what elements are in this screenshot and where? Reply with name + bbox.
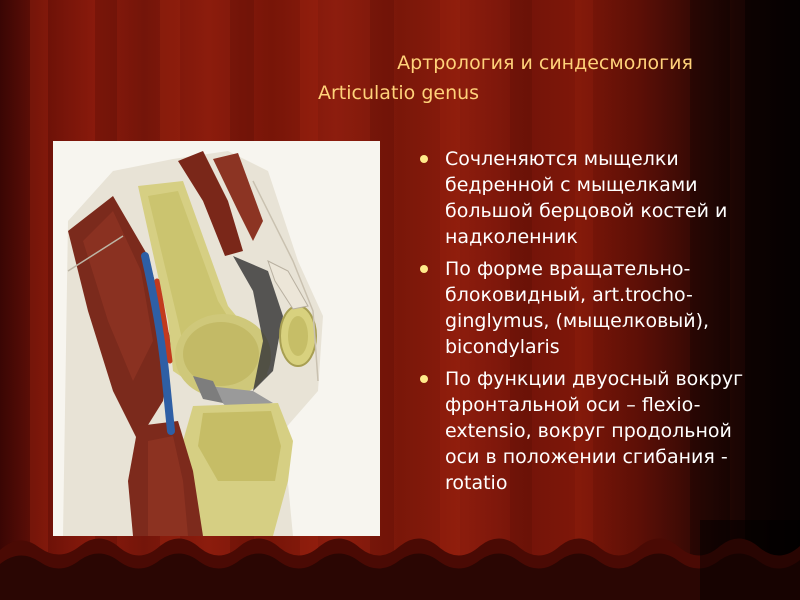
bullet-dot-icon — [420, 155, 428, 163]
bullet-dot-icon — [420, 265, 428, 273]
bullet-item — [418, 366, 758, 496]
bullet-text: По форме вращательно-блоковидный, art.trocho-ginglymus, (мыщелковый), bicondylaris — [445, 258, 710, 358]
bullet-text: Сочленяются мыщелки бедренной с мыщелками большой берцовой костей и надколенник — [445, 148, 728, 248]
bullet-dot-icon — [420, 375, 428, 383]
title-line-2: Articulatio genus — [318, 82, 480, 104]
bullet-item — [418, 256, 758, 360]
knee-joint-drawing — [53, 141, 380, 536]
bullet-text: По функции двуосный вокруг фронтальной оси – flexio-extensio, вокруг продольной оси в положении сгибания - rotatio — [445, 368, 744, 494]
bullet-list — [418, 146, 758, 502]
slide-title — [250, 48, 750, 108]
title-line-1: Артрология и синдесмология — [397, 52, 693, 74]
bullet-item — [418, 146, 758, 250]
knee-joint-illustration — [53, 141, 380, 536]
